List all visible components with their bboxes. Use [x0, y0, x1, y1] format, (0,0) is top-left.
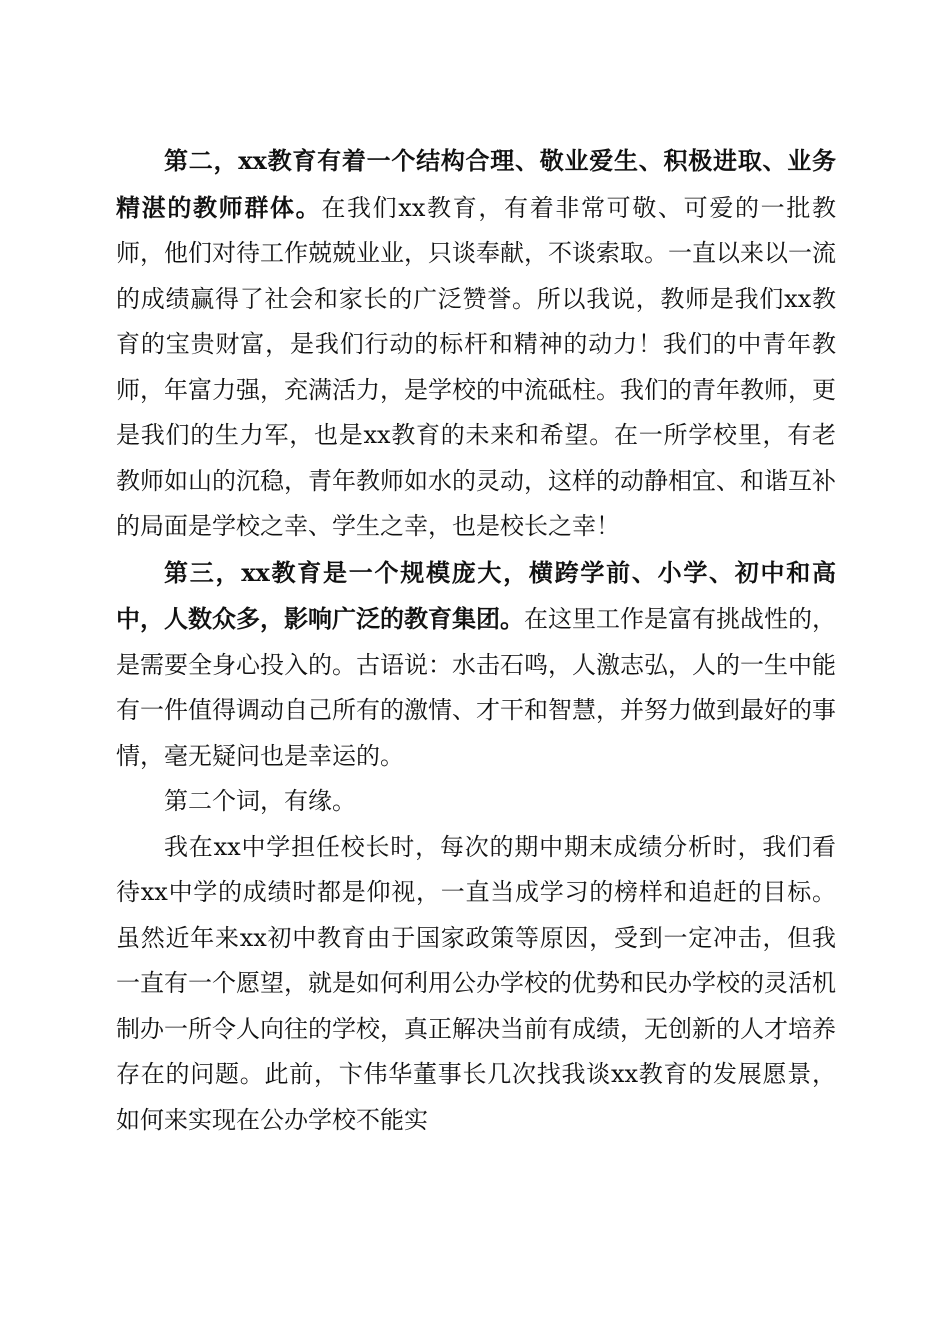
paragraph-scale [116, 550, 836, 780]
paragraph-teachers [116, 138, 836, 550]
paragraph-second-word [116, 779, 836, 825]
paragraph-story [116, 825, 836, 1144]
paragraph-lead: 第二，xx教育有着一个结构合理、敬业爱生、积极进取、业务精湛的教师群体。 [116, 146, 836, 222]
paragraph-text: 我在xx中学担任校长时，每次的期中期末成绩分析时，我们看待xx中学的成绩时都是仰视，一直当成学习的榜样和追赶的目标。虽然近年来xx初中教育由于国家政策等原因，受到一定冲击，但我一直有一个愿望，就是如何利用公办学校的优势和民办学校的灵活机制办一所令人向往的学校，真正解决当前有成绩，无创新的人才培养存在的问题。此前，卞伟华董事长几次找我谈xx教育的发展愿景，如何来实现在公办学校不能实 [116, 832, 836, 1134]
paragraph-text: 在我们xx教育，有着非常可敬、可爱的一批教师，他们对待工作兢兢业业，只谈奉献，不谈索取。一直以来以一流的成绩赢得了社会和家长的广泛赞誉。所以我说，教师是我们xx教育的宝贵财富，是我们行动的标杆和精神的动力！我们的中青年教师，年富力强，充满活力，是学校的中流砥柱。我们的青年教师，更是我们的生力军，也是xx教育的未来和希望。在一所学校里，有老教师如山的沉稳，青年教师如水的灵动，这样的动静相宜、和谐互补的局面是学校之幸、学生之幸，也是校长之幸！ [116, 193, 836, 540]
paragraph-text: 在这里工作是富有挑战性的，是需要全身心投入的。古语说：水击石鸣，人激志弘，人的一生中能有一件值得调动自己所有的激情、才干和智慧，并努力做到最好的事情，毫无疑问也是幸运的。 [116, 605, 836, 770]
paragraph-text: 第二个词，有缘。 [164, 787, 356, 815]
document-body [116, 138, 836, 1143]
paragraph-lead: 第三，xx教育是一个规模庞大，横跨学前、小学、初中和高中，人数众多，影响广泛的教育集团。 [116, 557, 836, 633]
